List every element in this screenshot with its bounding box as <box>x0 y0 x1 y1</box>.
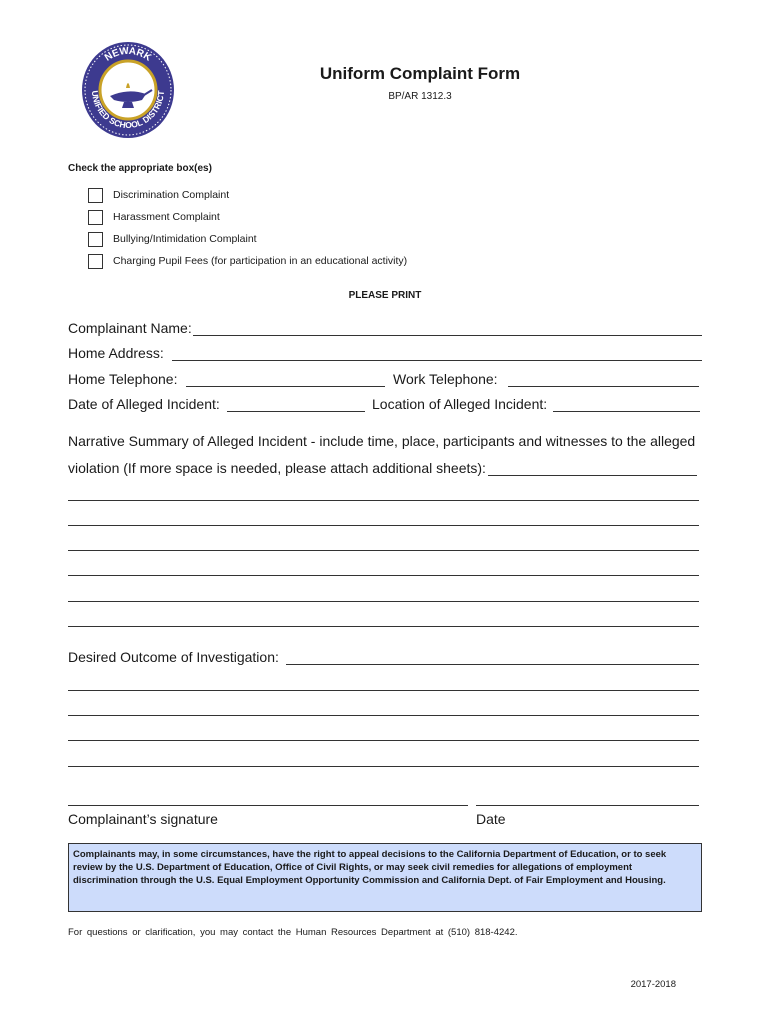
please-print-note: PLEASE PRINT <box>348 290 422 301</box>
signature-label: Complainant’s signature <box>68 811 218 827</box>
checkbox-label: Discrimination Complaint <box>113 189 230 201</box>
svg-text:UNIFIED SCHOOL DISTRICT: UNIFIED SCHOOL DISTRICT <box>89 90 167 131</box>
signature-date-field[interactable] <box>476 805 699 806</box>
form-title: Uniform Complaint Form <box>319 64 521 83</box>
outcome-writing-line[interactable] <box>68 690 699 691</box>
work-telephone-label: Work Telephone: <box>393 371 498 387</box>
checkbox-row-harassment <box>88 208 220 226</box>
home-telephone-label: Home Telephone: <box>68 371 178 387</box>
narrative-writing-line[interactable] <box>68 500 699 501</box>
discrimination-checkbox[interactable] <box>88 188 103 203</box>
incident-date-field[interactable] <box>227 411 365 412</box>
bullying-checkbox[interactable] <box>88 232 103 247</box>
appeal-rights-notice: Complainants may, in some circumstances, have the right to appeal decisions to the California Department of Education, or to seek review by the U.S. Department of Education, Office of Civil Rights, or may seek civil remedies for allegations of employment discrimination through the U.S. Equal Employment Opportunity Commission and California Dept. of Fair Employment and Housing. <box>68 843 702 912</box>
incident-date-label: Date of Alleged Incident: <box>68 396 220 412</box>
contact-information: For questions or clarification, you may contact the Human Resources Department at (510) 818-4242. <box>68 927 518 938</box>
narrative-writing-line[interactable] <box>68 525 699 526</box>
narrative-writing-line[interactable] <box>68 601 699 602</box>
narrative-writing-line[interactable] <box>68 626 699 627</box>
home-telephone-field[interactable] <box>186 386 385 387</box>
home-address-field[interactable] <box>172 360 702 361</box>
work-telephone-field[interactable] <box>508 386 699 387</box>
narrative-field-first-line[interactable] <box>488 475 697 476</box>
checkbox-label: Bullying/Intimidation Complaint <box>113 233 257 245</box>
incident-location-field[interactable] <box>553 411 700 412</box>
harassment-checkbox[interactable] <box>88 210 103 225</box>
checkbox-label: Harassment Complaint <box>113 211 220 223</box>
checkbox-heading: Check the appropriate box(es) <box>68 163 212 174</box>
outcome-writing-line[interactable] <box>68 715 699 716</box>
checkbox-row-discrimination <box>88 186 229 204</box>
narrative-writing-line[interactable] <box>68 575 699 576</box>
pupil-fees-checkbox[interactable] <box>88 254 103 269</box>
district-seal <box>80 40 176 140</box>
narrative-writing-line[interactable] <box>68 550 699 551</box>
policy-reference: BP/AR 1312.3 <box>388 91 452 102</box>
desired-outcome-field[interactable] <box>286 664 699 665</box>
signature-field[interactable] <box>68 805 468 806</box>
outcome-writing-line[interactable] <box>68 766 699 767</box>
form-year: 2017-2018 <box>630 979 676 990</box>
checkbox-label: Charging Pupil Fees (for participation in an educational activity) <box>113 255 408 267</box>
narrative-label-line2: violation (If more space is needed, please attach additional sheets): <box>68 460 486 476</box>
svg-text:NEWARK: NEWARK <box>102 45 154 64</box>
outcome-writing-line[interactable] <box>68 740 699 741</box>
complainant-name-label: Complainant Name: <box>68 320 192 336</box>
home-address-label: Home Address: <box>68 345 164 361</box>
narrative-label-line1: Narrative Summary of Alleged Incident - include time, place, participants and witnesses to the alleged <box>68 433 696 449</box>
checkbox-row-bullying <box>88 230 257 248</box>
checkbox-row-pupil-fees <box>88 252 407 270</box>
desired-outcome-label: Desired Outcome of Investigation: <box>68 649 279 665</box>
date-label: Date <box>476 811 506 827</box>
incident-location-label: Location of Alleged Incident: <box>372 396 548 412</box>
complainant-name-field[interactable] <box>193 335 702 336</box>
